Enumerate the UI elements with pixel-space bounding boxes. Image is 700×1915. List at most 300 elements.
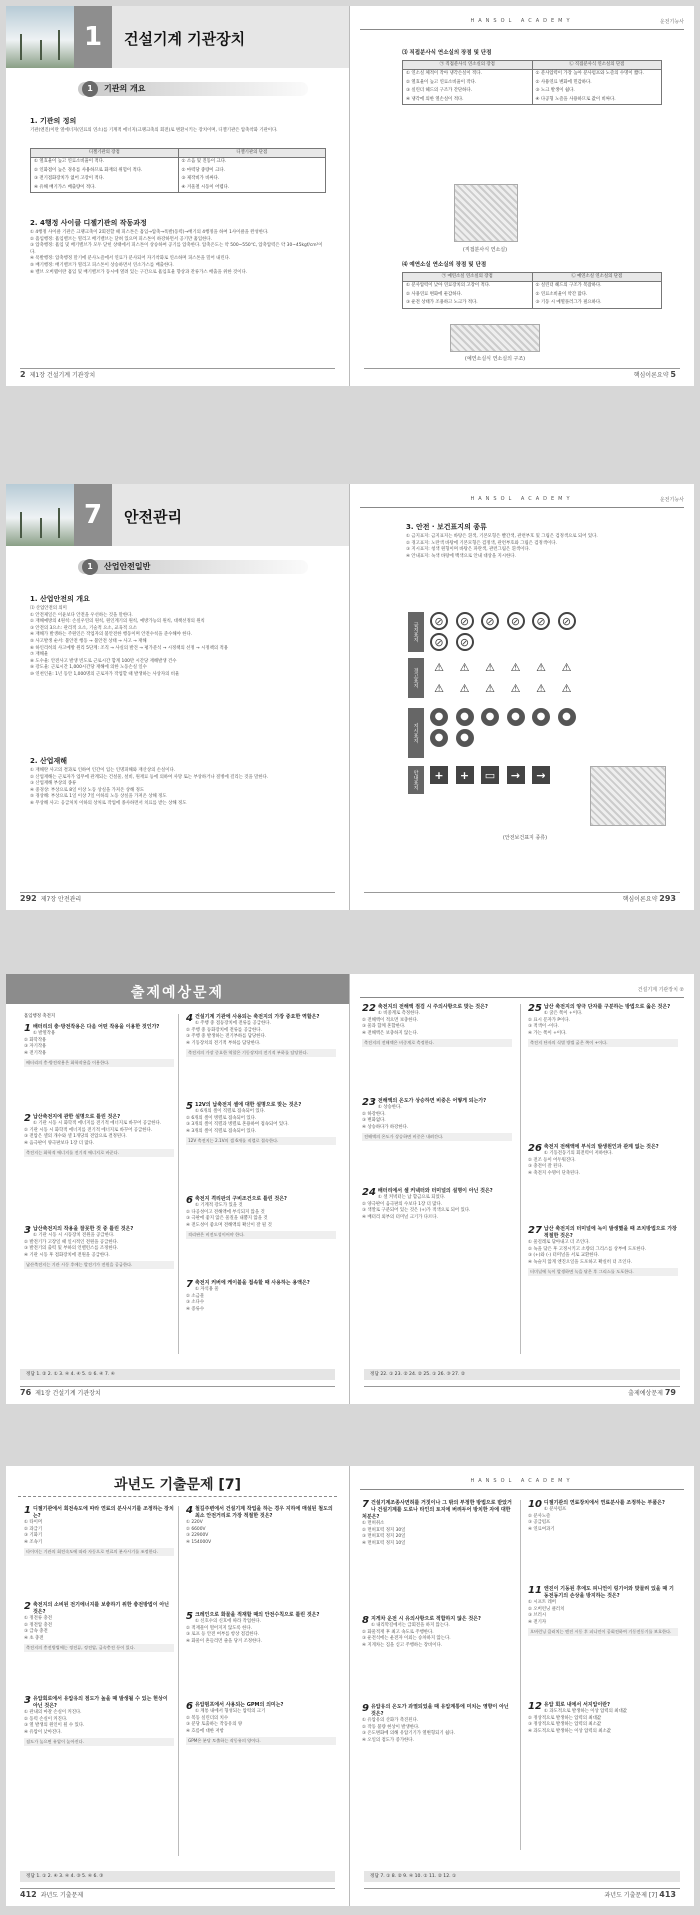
explanation: 배터리의 충·방전작용은 화학작용을 이용한다.	[24, 1059, 174, 1067]
page-5	[350, 6, 694, 386]
question-number: 3	[24, 1695, 31, 1706]
question-text: 축전지의 소비된 전기에너지를 보충하기 위한 충전방법이 아닌 것은?	[32, 1602, 169, 1615]
table-cell: ④ 다공형 노즐을 사용하므로 값이 비싸다.	[532, 96, 662, 104]
page-footer	[364, 1888, 680, 1900]
spread-safety	[6, 484, 694, 910]
page-title: 출제예상문제	[130, 985, 225, 1001]
direct-injection-table	[402, 60, 662, 105]
table-cell: ③ 제작비가 비싸다.	[178, 175, 326, 183]
page-number: 412	[20, 1890, 37, 1899]
explanation: 오버런닝 클러치는 엔진 시동 후 피니언이 공회전하여 기동전동기를 보호한다.	[528, 1628, 678, 1636]
question-number: 5	[186, 1101, 193, 1112]
table-header: 디젤기관의 단점	[178, 149, 326, 157]
list-item: ① 재해란 사고의 결과로 인하여 인간이 입는 인명피해와 재산상의 손실이다.	[30, 768, 176, 773]
question-text: 철길주변에서 건설기계 작업을 하는 경우 지하에 매설된 철도의 최소 안전거리로 가장 적절한 것은?	[194, 1506, 333, 1519]
question-number: 3	[24, 1225, 31, 1236]
table-header: 디젤기관의 장점	[88, 150, 120, 155]
question-item	[186, 1280, 336, 1313]
spread-questions	[6, 974, 694, 1404]
question-number: 25	[528, 1003, 542, 1014]
page-footer	[364, 892, 680, 904]
answer-key: 정답 7. ① 8. ② 9. ④ 10. ① 11. ② 12. ①	[364, 1871, 680, 1882]
footer-text: 출제예상문제	[628, 1390, 663, 1397]
option: ③ 주행 중 발생하는 전기부하를 담당한다.	[186, 1034, 267, 1040]
clothing-icon: ●	[430, 729, 448, 747]
list-item: ③ 지시표지: 청색 원형이며 바탕은 파란색, 관련그림은 흰색이다.	[406, 547, 531, 553]
question-number: 8	[362, 1615, 369, 1626]
question-text: 엔진이 기동된 후에도 피니언이 링기어와 맞물려 있을 때 기동전동기의 손상을 방지하는 것은?	[543, 1586, 674, 1599]
exit-icon: →	[532, 766, 550, 784]
option: ③ 로프 등 안전 여부를 항상 점검한다.	[186, 1632, 260, 1638]
option: ④ 기동장치의 전기적 부하를 담당한다.	[186, 1040, 261, 1046]
footer-text: 제1장 건설기계 기관장치	[35, 1390, 101, 1397]
column-divider	[178, 1506, 179, 1856]
question-item	[362, 1704, 512, 1744]
option: ③ 정상적으로 발생하는 압력의 최소값	[528, 1722, 602, 1728]
section-number: 1	[82, 559, 98, 575]
option: ② 과급기	[24, 1526, 43, 1532]
chapter-number: 1	[74, 6, 112, 68]
option: ③ 충전이 잘 된다.	[528, 1164, 563, 1170]
footer-text: 과년도 기출문제	[40, 1892, 84, 1899]
option: ① 6개의 셀이 직렬로 접속되어 있다.	[194, 1109, 266, 1114]
option: ① 면허취소	[362, 1521, 385, 1526]
question-number: 1	[24, 1023, 31, 1034]
option: ① 비중계로 측정한다.	[377, 1011, 420, 1016]
option: ④ 흐름에 대한 저항	[186, 1728, 224, 1734]
chapter-title: 건설기계 기관장치	[124, 30, 246, 48]
warning-triangle-icon: ⚠	[510, 660, 521, 674]
footer-text: 제1장 건설기계 기관장치	[29, 372, 96, 379]
option: ① 굵은 쪽이 +이다.	[543, 1011, 583, 1016]
question-number: 10	[528, 1499, 542, 1510]
no-vehicle-icon: ⊘	[481, 612, 499, 630]
option: ① 신호수의 신호에 따라 작업한다.	[194, 1619, 262, 1624]
option: ② 다공성이고 전해액에 부식되지 않을 것	[186, 1209, 265, 1215]
title-band	[6, 974, 349, 1004]
brand-text: HANSOL ACADEMY	[470, 18, 574, 24]
palm-icon	[58, 508, 60, 538]
stretcher-icon: ▭	[481, 766, 499, 784]
explanation: 점도가 높으면 유압이 높아진다.	[24, 1738, 174, 1746]
column-divider	[178, 1014, 179, 1354]
table-header: ㉠ 예연소실 연소실의 장점	[441, 274, 493, 279]
option: ③ 급속 충전	[24, 1629, 48, 1635]
list	[30, 230, 326, 276]
option: ② 6600V	[186, 1526, 206, 1532]
gloves-icon: ●	[558, 708, 576, 726]
option: ② 주행 중 등화장치에 전류를 공급한다.	[186, 1027, 262, 1033]
list-item: ⑧ 도수율: 안전사고 발생 빈도로 근로시간 합계 100만 시간당 재해발생 건수	[30, 658, 177, 664]
list-item: ① 금지표지: 금지표지는 바탕은 흰색, 기본모형은 빨간색, 관련부호 및 그림은 검정색으로 되어 있다.	[406, 534, 598, 539]
warning-triangle-icon: ⚠	[434, 681, 444, 695]
footer-text: 핵심이론요약	[633, 372, 669, 379]
palm-icon	[20, 34, 22, 60]
option: ③ 변화없다.	[362, 1118, 386, 1124]
option: ④ 오일의 점도가 증가한다.	[362, 1737, 414, 1743]
table-cell: ④ 유해 배기가스 배출량이 적다.	[34, 184, 96, 190]
question-number: 6	[186, 1195, 193, 1206]
spread-engine	[6, 6, 694, 386]
warning-signs	[430, 658, 580, 697]
figure-caption: (직접분사식 연소실)	[462, 247, 508, 253]
question-number: 23	[362, 1097, 376, 1108]
boots-icon: ●	[532, 708, 550, 726]
page-footer	[364, 368, 680, 380]
question-text: 유압 회로 내에서 서지압이란?	[543, 1702, 611, 1708]
table-cell: ① 연소실 체적이 작아 냉각손실이 적다.	[406, 71, 482, 77]
option: ④ 증류수	[186, 1306, 205, 1312]
option: ① 시프트 레버	[528, 1600, 556, 1605]
page-293	[350, 484, 694, 910]
footer-text: 핵심이론요약	[622, 896, 658, 903]
question-text: 12V의 납축전지 셀에 대한 설명으로 맞는 것은?	[194, 1102, 302, 1108]
explanation: 축전지 단자의 식별 방법 굵은 쪽이 +이다.	[528, 1039, 678, 1047]
diesel-table	[30, 148, 326, 193]
option: ① 주행 중 점등장치에 전류를 공급한다.	[194, 1021, 271, 1026]
running-header	[360, 496, 684, 508]
option: ② 작동 불량 현상이 발생한다.	[362, 1724, 420, 1730]
question-item	[362, 1004, 512, 1047]
question-text: 유압회로에서 유압유의 점도가 높을 때 발생될 수 있는 현상이 아닌 것은?	[32, 1696, 168, 1709]
question-item	[528, 1702, 678, 1735]
table-cell: ① 소음 및 진동이 크다.	[178, 158, 326, 166]
list-item: ④ 폭발행정: 압축행정 말기에 분사노즐에서 연료가 분사되어 자기착화로 연소하며 피스톤을 밀어 내린다.	[30, 256, 231, 262]
question-item	[24, 1696, 174, 1746]
option: ④ 전도성이 좋으며 전해액의 확산이 잘 될 것	[186, 1222, 272, 1228]
option: ③ 면허효력 정지 20일	[362, 1534, 406, 1540]
heading: ⑶ 직접분사식 연소실의 장점 및 단점	[402, 50, 492, 56]
option: ③ 극판에 좋지 않은 물질을 내뿜지 않을 것	[186, 1216, 268, 1222]
option: ② 적재물이 떨어지지 않도록 한다.	[186, 1625, 253, 1631]
table-cell: ② 열효율이 높고 연료소비율이 작다.	[406, 79, 477, 85]
option: ④ 배터리 외부의 터미널 크기가 다르다.	[362, 1214, 438, 1220]
question-item	[362, 1500, 512, 1547]
question-item	[528, 1500, 678, 1533]
option: ④ 기관 시동 후 점화장치에 전원을 공급한다.	[24, 1252, 110, 1258]
question-item	[24, 1226, 174, 1269]
question-number: 2	[24, 1601, 31, 1612]
list-item: ⑥ 하인리히의 사고예방 원리 5단계: 조직 → 사실의 발견 → 평가분석 → 시정책의 선정 → 시정책의 적용	[30, 645, 228, 651]
option: ② 발전기가 고장일 때 일시적인 전원을 공급한다.	[24, 1239, 119, 1245]
harness-icon: ●	[456, 729, 474, 747]
table-cell: ② 마력당 중량이 크다.	[178, 167, 326, 175]
question-item	[186, 1506, 336, 1546]
page-number: 2	[20, 370, 26, 379]
option: ① 계통 내에서 형성되는 압력의 크기	[194, 1709, 266, 1714]
list-item: ⑤ 경상해: 부상으로 1일 이상 7일 이하의 노동 상실을 가져온 상해 정도	[30, 794, 167, 800]
no-moving-icon: ⊘	[456, 633, 474, 651]
question-text: 전해액의 온도가 상승하면 비중은 어떻게 되는가?	[377, 1098, 487, 1104]
warning-triangle-icon: ⚠	[434, 660, 444, 674]
page-413	[350, 1466, 694, 1906]
option: ① 분사펌프	[543, 1507, 567, 1512]
option: ① 관내의 마찰 손실이 커진다.	[24, 1710, 82, 1715]
option: ① 셀 커넥터는 납 합금으로 되었다.	[377, 1195, 446, 1200]
palm-icon	[40, 518, 42, 538]
question-number: 9	[362, 1703, 369, 1714]
option: ④ 연료여과기	[528, 1526, 555, 1532]
heading: 2. 4행정 사이클 디젤기관의 작동과정	[30, 219, 147, 227]
option: ④ 전기작용	[24, 1050, 47, 1056]
option: ② 6개의 셀이 병렬로 접속되어 있다.	[186, 1115, 257, 1121]
option: ④ 상승하다가 하강한다.	[362, 1124, 409, 1130]
question-item	[186, 1102, 336, 1145]
list-item: ③ 압축행정: 흡입 및 배기밸브가 모두 닫힌 상태에서 피스톤이 상승하여 공기를 압축한다. 압축온도는 약 500~550℃, 압축압력은 약 30~45kgf/cm²이다.	[30, 243, 323, 255]
table-cell: ② 인화점이 높은 경유를 사용하므로 화재의 위험이 적다.	[34, 167, 143, 173]
precombustion-figure	[450, 324, 540, 352]
question-number: 24	[362, 1187, 376, 1198]
explanation: 12V 축전지는 2.1V의 셀 6개를 직렬로 접속한다.	[186, 1137, 336, 1145]
question-text: 배터리의 충·방전작용은 다음 어떤 작용을 이용한 것인가?	[32, 1024, 160, 1030]
sign-group-label: 지시표지	[408, 708, 424, 758]
answer-key: 정답 22. ① 23. ② 24. ② 25. ① 26. ③ 27. ②	[364, 1369, 680, 1380]
option: ③ 적색이 -이다.	[528, 1024, 559, 1030]
question-number: 12	[528, 1701, 542, 1712]
question-text: 축전지 전해액에 부식의 발생원인과 관계 없는 것은?	[543, 1144, 659, 1150]
option: ② 정상적으로 발생하는 압력의 최대값	[528, 1715, 602, 1721]
sign-table-figure	[590, 766, 666, 826]
list-item: ④ 안내표지: 녹색 바탕에 백색으로 안내 대상을 지시한다.	[406, 553, 516, 559]
table-cell: ③ 실린더 헤드의 구조가 간단하다.	[406, 88, 473, 94]
question-number: 7	[186, 1279, 193, 1290]
page-79	[350, 974, 694, 1404]
question-text: 지게차 운전 시 유의사항으로 적합하지 않은 것은?	[370, 1616, 481, 1622]
title-text: 과년도 기출문제	[114, 1477, 214, 1493]
option: ④ 조속기	[24, 1539, 43, 1545]
option: ① 220V	[186, 1520, 203, 1525]
option: ③ 3개의 셀이 직렬과 병렬로 혼용하여 접속되어 있다.	[186, 1122, 289, 1128]
page-number: 293	[659, 894, 676, 903]
page-number: 79	[664, 1388, 676, 1397]
question-text: 축전지 커버에 케이블을 접속할 때 사용하는 용액은?	[194, 1280, 310, 1286]
page-footer	[364, 1386, 680, 1398]
option: ② 전조 등이 어두워진다.	[528, 1157, 576, 1163]
no-fire-icon: ⊘	[430, 633, 448, 651]
option: ① 자석용 물	[194, 1287, 219, 1292]
option: ② 전해액이 적으면 보충한다.	[362, 1017, 419, 1023]
heading: 1. 산업안전의 개요	[30, 595, 90, 603]
palm-icon	[40, 40, 42, 60]
table-cell: ② 사용연료 변화에 민감하다.	[532, 79, 662, 87]
list-item: ⑥ 무상해 사고: 응급처치 이하의 상처로 작업에 종사하면서 치료를 받는 상해 정도	[30, 800, 187, 806]
option: ④ 초 충전	[24, 1635, 44, 1641]
question-item	[186, 1612, 336, 1645]
title-rule	[18, 1496, 337, 1497]
list-item: ② 흡입행정: 흡입밸브는 열리고 배기밸브는 닫혀 있으며 피스톤이 하강하면서 공기만 흡입한다.	[30, 236, 212, 242]
page-292	[6, 484, 350, 910]
explanation: GPM은 분당 토출하는 작동유의 양이다.	[186, 1737, 336, 1745]
option: ② 정전압 충전	[24, 1622, 52, 1628]
option: ③ 열 발생의 원인이 될 수 있다.	[24, 1723, 85, 1729]
question-number: 22	[362, 1003, 376, 1014]
table-cell: ① 실린더 헤드의 구조가 복잡하다.	[532, 282, 662, 290]
option: ④ 지게차는 짐을 싣고 주행하는 장비이다.	[362, 1642, 443, 1648]
option: ② 표시 문자가 P이다.	[528, 1017, 570, 1023]
list-item: ⑥ 밸브 오버랩이란 흡입 및 배기밸브가 동시에 열려 있는 구간으로 흡입효율 향상과 잔류가스 배출을 위한 것이다.	[30, 269, 248, 275]
explanation: 격리판은 비전도성이어야 한다.	[186, 1231, 336, 1239]
guidance-signs	[430, 766, 580, 784]
option: ④ 가는 쪽이 +이다.	[528, 1030, 567, 1036]
page-76	[6, 974, 350, 1404]
figure-caption: (예연소실식 연소실의 구조)	[464, 356, 526, 362]
option: ① 과도적으로 발생하는 이상 압력의 최대값	[543, 1709, 627, 1714]
option: ① 기동전동기의 회전력이 저하한다.	[543, 1151, 613, 1156]
section-title: 산업안전일반	[104, 562, 151, 571]
question-item	[24, 1506, 174, 1556]
question-number: 27	[528, 1225, 542, 1236]
page-title: 과년도 기출문제 [7]	[114, 1477, 241, 1493]
section-number: 1	[82, 81, 98, 97]
option: ③ 물과 함께 혼합한다.	[362, 1024, 406, 1030]
footer-text: 제7장 안전관리	[40, 896, 82, 903]
precombustion-table	[402, 272, 662, 309]
option: ② 면허효력 정지 30일	[362, 1527, 406, 1533]
option: ③ 공급펌프	[528, 1520, 551, 1526]
table-cell: ① 분사압력이 가장 높아 분사펌프와 노즐의 수명이 짧다.	[532, 70, 662, 78]
option: ③ 색깔로 구분되어 있는 것은 (+)가 적색으로 되어 있다.	[362, 1208, 471, 1214]
option: ④ 3개의 셀이 직렬로 접속되어 있다.	[186, 1128, 257, 1134]
sign-group-label: 안내표지	[408, 766, 424, 794]
table-cell: ① 열효율이 높고 연료소비율이 적다.	[34, 159, 105, 165]
option: ① 물걸레로 닦아내고 더 조인다.	[528, 1240, 590, 1245]
no-walking-icon: ⊘	[456, 612, 474, 630]
explanation: 타이머는 기관의 회전속도에 따라 자동으로 연료의 분사시기를 조정한다.	[24, 1548, 174, 1556]
page-footer	[20, 1386, 335, 1398]
question-item	[528, 1144, 678, 1177]
warning-triangle-icon: ⚠	[536, 660, 546, 674]
question-number: 26	[528, 1143, 542, 1154]
list-item: ③ 산업재해 부상의 종류	[30, 781, 77, 787]
footer-text: 과년도 기출문제 [7]	[604, 1892, 658, 1899]
answer-key: 정답 1. ① 2. ④ 3. ④ 4. ③ 5. ④ 6. ③	[20, 1871, 335, 1882]
mask-icon: ●	[430, 708, 448, 726]
option: ④ 전기자	[528, 1619, 547, 1625]
table-cell: ④ 냉각에 의한 열손실이 적다.	[406, 96, 464, 102]
option: ① 기관 시동 시 시동장치 전원을 공급한다.	[32, 1233, 115, 1238]
list-item: ⑨ 강도율: 근로시간 1,000시간당 재해에 의한 노동손실 일수	[30, 665, 147, 671]
question-number: 11	[528, 1585, 542, 1596]
question-text: 건설기계조종사면허를 거짓이나 그 밖의 부정한 방법으로 받았거나 건설기계를 도로나 타인의 토지에 버려두어 방치한 자에 대한 처분은?	[362, 1500, 512, 1520]
question-number: 7	[362, 1499, 369, 1510]
option: ③ 브러시	[528, 1613, 547, 1619]
option: ① 상승한다.	[377, 1105, 402, 1110]
exit-icon: →	[507, 766, 525, 784]
option: ④ 화물이 흔들리면 줄을 당겨 조정한다.	[186, 1638, 262, 1644]
option: ① 내리막길에서는 급회전을 하지 않는다.	[370, 1623, 450, 1628]
chapter-title: 안전관리	[124, 508, 182, 526]
option: ① 유압유의 산화가 촉진된다.	[362, 1718, 419, 1723]
option: ④ 154000V	[186, 1539, 212, 1545]
no-smoking-icon: ⊘	[558, 612, 576, 630]
earmuff-icon: ●	[507, 708, 525, 726]
list-item: ④ 중경상: 부상으로 8일 이상 노동 상실을 가져온 상해 정도	[30, 787, 145, 793]
prohibition-signs	[430, 612, 580, 651]
option: ② 화물적재 후 최고 속도로 주행한다.	[362, 1629, 434, 1635]
sign-group-label: 금지표지	[408, 612, 424, 652]
sign-group-label: 경고표지	[408, 658, 424, 698]
list-item: ⑤ 사고발생 순서: 불안전 행동 → 불안전 상태 → 사고 → 재해	[30, 638, 147, 644]
page-number: 5	[670, 370, 676, 379]
list-item: ④ 재해가 발생하는 주원인은 작업자의 불안전한 행동이며 안전수칙을 준수해야 한다.	[30, 632, 193, 638]
running-header	[360, 1478, 684, 1490]
warning-triangle-icon: ⚠	[459, 681, 470, 695]
group-label: 흡입행정 축전지	[24, 1014, 56, 1019]
option: ③ 자기작용	[24, 1044, 47, 1050]
option: ① 타이머	[24, 1520, 43, 1525]
question-text: 유압유의 온도가 과열되었을 때 유압계통에 미치는 영향이 아닌 것은?	[370, 1704, 509, 1717]
question-number: 4	[186, 1013, 193, 1024]
list-item: ① 안전제일은 이윤보다 안전을 우선하는 것을 말한다.	[30, 612, 133, 618]
warning-triangle-icon: ⚠	[561, 681, 572, 695]
question-text: 건설기계 기관에 사용되는 축전지의 가장 중요한 역할은?	[194, 1014, 320, 1020]
table-cell: ② 사용연료 변화에 둔감하다.	[406, 291, 463, 297]
list	[30, 768, 326, 808]
table-cell: ③ 전기점화장치가 없어 고장이 적다.	[34, 176, 105, 182]
paragraph: 기관(엔진)이란 열에너지(연료의 연소)를 기계적 에너지(크랭크축의 회전)로 변환시키는 장치이며, 디젤기관은 압축착화 기관이다.	[30, 128, 278, 133]
list-item: ② 재해예방의 4원칙: 손실우연의 원칙, 원인계기의 원칙, 예방가능의 원칙, 대책선정의 원칙	[30, 619, 205, 625]
question-text: 디젤기관에서 회전속도에 따라 연료의 분사시기를 조정하는 장치는?	[32, 1506, 174, 1519]
question-item	[362, 1616, 512, 1649]
palm-icon	[20, 512, 22, 538]
question-number: 2	[24, 1113, 31, 1124]
option: ③ 분당 토출하는 작동유의 양	[186, 1722, 243, 1728]
option: ③ 기화기	[24, 1533, 43, 1539]
running-header	[360, 18, 684, 30]
table-header: ㉡ 직접분사식 연소실의 단점	[532, 61, 662, 69]
first-aid-icon: +	[456, 766, 474, 784]
option: ② 화학작용	[24, 1037, 47, 1043]
list-item: ② 산업재해는 근로자가 업무에 관계되는 건설물, 설비, 원재료 등에 의하여 사망 또는 부상하거나 질병에 걸리는 것을 말한다.	[30, 774, 269, 780]
list	[30, 606, 326, 679]
column-divider	[520, 1004, 521, 1354]
option: ③ (+)와 (-) 터미널을 서로 교환한다.	[528, 1253, 600, 1259]
question-text: 납산 축전지의 터미널에 녹이 발생했을 때 조치방법으로 가장 적절한 것은?	[543, 1226, 677, 1239]
question-text: 납산축전지에 관한 설명으로 틀린 것은?	[32, 1114, 121, 1120]
page-2	[6, 6, 350, 386]
option: ② 분사노즐	[528, 1513, 551, 1519]
list-item: ③ 안전의 3요소: 관리적 요소, 기술적 요소, 교육적 요소	[30, 625, 137, 631]
option: ④ 녹슬지 않게 엔진오일을 도포하고 확실히 더 조인다.	[528, 1259, 633, 1265]
brand-text: HANSOL ACADEMY	[470, 496, 574, 502]
option: ② 소금물	[186, 1293, 205, 1299]
brand-text: HANSOL ACADEMY	[470, 1478, 574, 1484]
explanation: 축전지의 충전방법에는 정전류, 정전압, 급속충전 등이 있다.	[24, 1644, 174, 1652]
option: ② 오버런닝 클러치	[528, 1606, 565, 1612]
page-number: 413	[659, 1890, 676, 1899]
warning-triangle-icon: ⚠	[536, 681, 546, 695]
instruction-signs	[430, 708, 580, 747]
option: ③ 소다수	[186, 1300, 205, 1306]
header-tag: 건설기계 기관장치 ②	[637, 987, 684, 993]
option: ② 복동 실린더의 치수	[186, 1715, 229, 1721]
column-divider	[520, 1500, 521, 1850]
answer-key: 정답 1. ② 2. ① 3. ④ 4. ④ 5. ① 6. ④ 7. ④	[20, 1369, 335, 1380]
table-cell: ② 연료소비율이 약간 많다.	[532, 291, 662, 299]
question-item	[362, 1188, 512, 1221]
question-number: 1	[24, 1505, 31, 1516]
option: ④ 과도적으로 발생하는 이상 압력의 최소값	[528, 1728, 612, 1734]
question-text: 디젤기관의 연료장치에서 연료분사를 조정하는 부품은?	[543, 1500, 665, 1506]
table-cell: ③ 노크 발생이 쉽다.	[532, 87, 662, 95]
question-text: 납산축전지의 작용을 잘못한 것 중 틀린 것은?	[32, 1226, 134, 1232]
page-412	[6, 1466, 350, 1906]
option: ① 정전류 충전	[24, 1616, 52, 1621]
header-tag: 운전기능사	[659, 497, 684, 503]
explanation: 터미널에 녹이 발생하면 녹을 닦은 후 그리스를 도포한다.	[528, 1268, 678, 1276]
explanation: 축전지는 화학적 에너지를 전기적 에너지로 바꾼다.	[24, 1149, 174, 1157]
heading: ⑷ 예연소실 연소실의 장점 및 단점	[402, 262, 487, 268]
